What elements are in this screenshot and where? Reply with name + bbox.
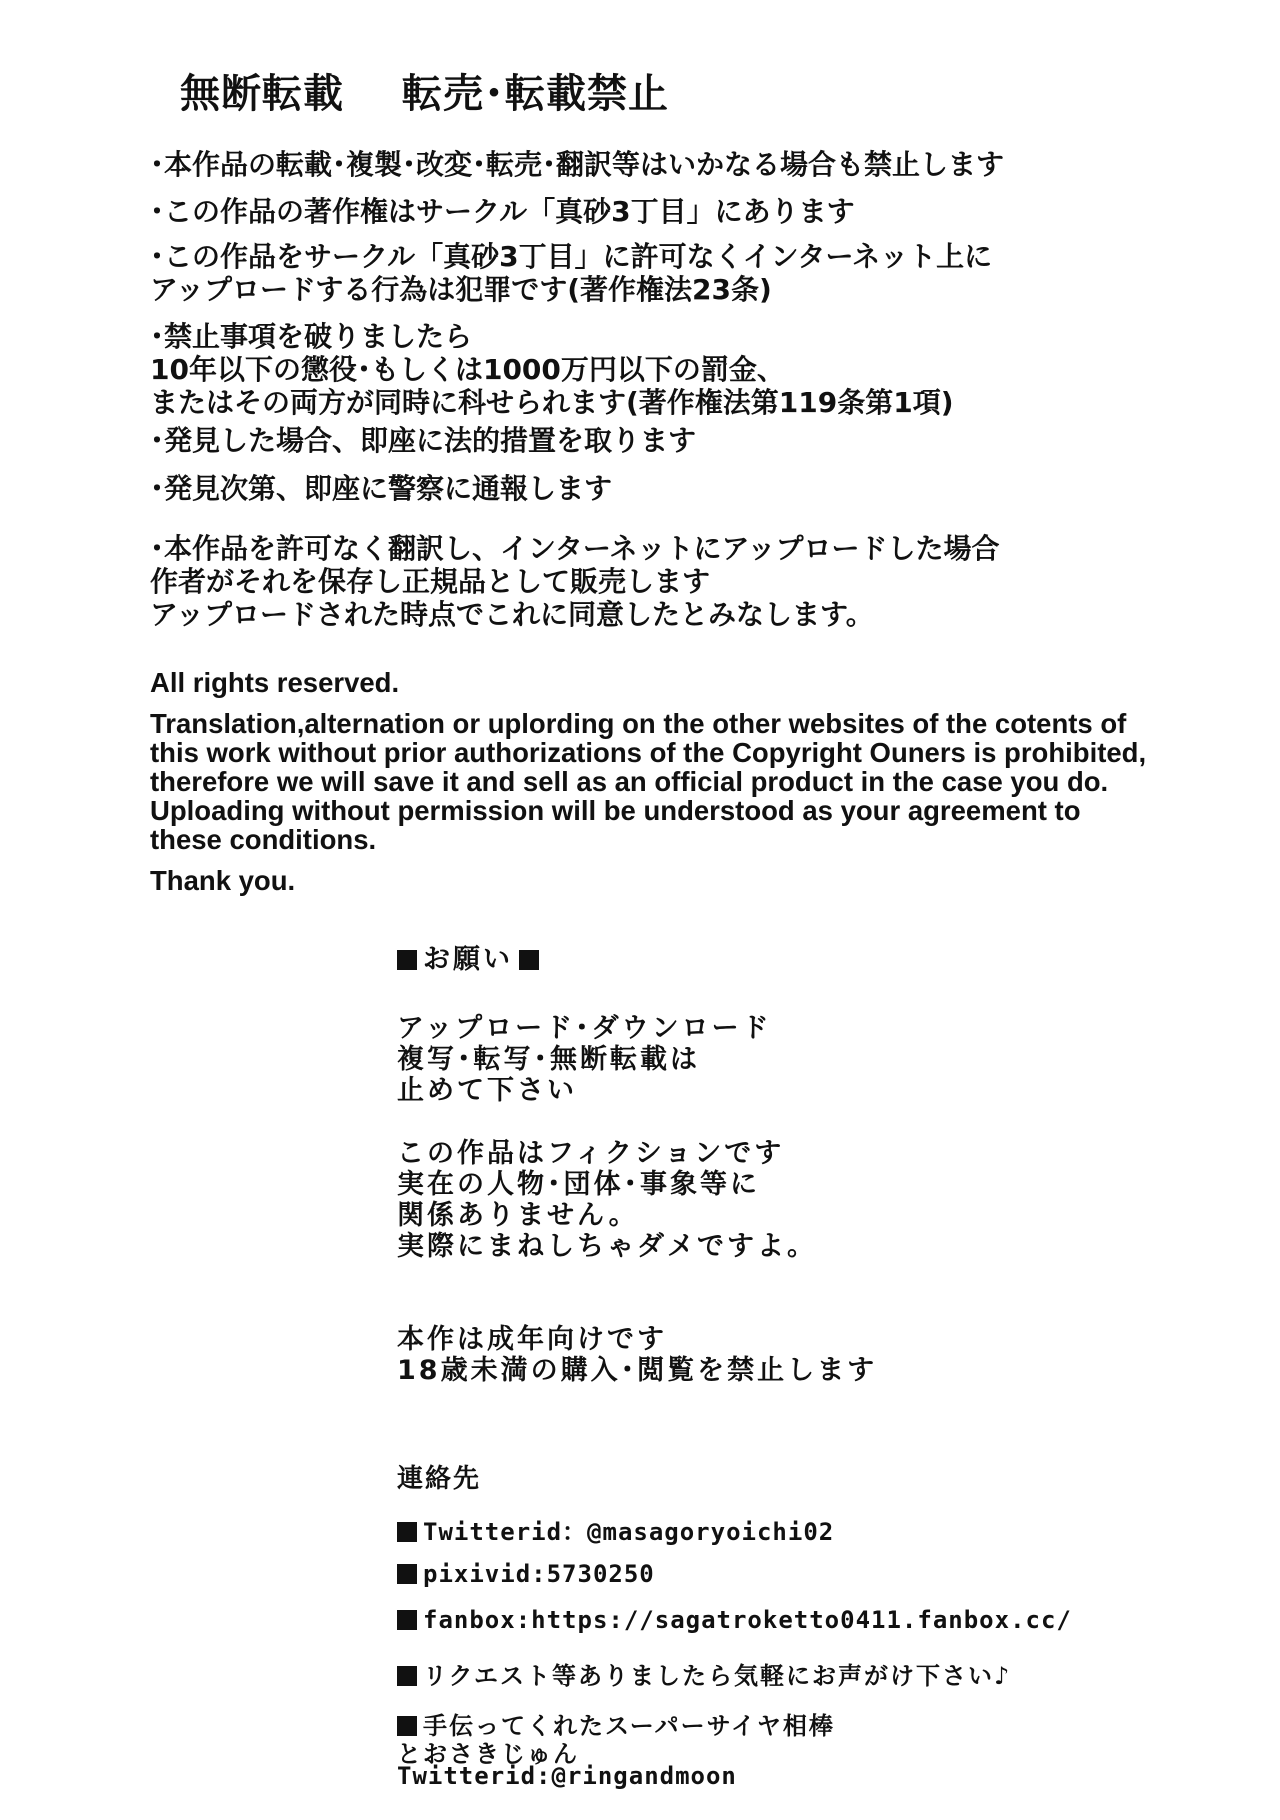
notice-item — [150, 532, 1000, 631]
notice-line: 作者がそれを保存し正規品として販売します — [150, 565, 711, 598]
request-line: 止めて下さい — [397, 1075, 577, 1106]
square-bullet-icon — [519, 950, 539, 970]
request-line: 複写･転写･無断転載は — [397, 1044, 700, 1075]
english-line: Translation,alternation or uplording on the other websites of the cotents of — [150, 708, 1127, 739]
page-title — [180, 62, 669, 119]
title-no-reprint: 無断転載 — [180, 71, 344, 117]
requests-note: リクエスト等ありましたら気軽にお声がけ下さい♪ — [397, 1656, 1011, 1691]
notice-item — [150, 472, 612, 505]
square-bullet-icon — [397, 1564, 417, 1584]
notice-item — [150, 240, 992, 306]
notice-line: ･この作品をサークル「真砂3丁目」に許可なくインターネット上に — [150, 240, 993, 273]
pixiv-contact: pixivid:5730250 — [397, 1560, 655, 1588]
square-bullet-icon — [397, 1522, 417, 1542]
square-bullet-icon — [397, 1666, 417, 1686]
english-notice — [150, 668, 1260, 895]
notice-item — [150, 424, 696, 457]
notice-line: ･発見した場合、即座に法的措置を取ります — [150, 424, 697, 457]
request-line: アップロード･ダウンロード — [397, 1013, 772, 1044]
square-bullet-icon — [397, 1716, 417, 1736]
request-line: この作品はフィクションです — [397, 1138, 785, 1169]
twitter-contact: Twitterid：@masagoryoichi02 — [397, 1512, 834, 1547]
adult-notice-line: 本作は成年向けです — [397, 1324, 667, 1355]
thank-you: Thank you. — [150, 865, 296, 896]
english-line: therefore we will save it and sell as an official product in the case you do. — [150, 766, 1109, 797]
notice-line: ･禁止事項を破りましたら — [150, 320, 473, 353]
square-bullet-icon — [397, 1610, 417, 1630]
notice-item — [150, 320, 954, 419]
title-no-resale: 転売･転載禁止 — [402, 71, 669, 117]
helper-twitter: Twitterid:@ringandmoon — [397, 1762, 737, 1790]
notice-line: アップロードする行為は犯罪です(著作権法23条) — [150, 273, 772, 306]
notice-line: ･発見次第、即座に警察に通報します — [150, 472, 613, 505]
notice-line: アップロードされた時点でこれに同意したとみなします。 — [150, 598, 874, 631]
adult-notice-line: 18歳未満の購入･閲覧を禁止します — [397, 1355, 878, 1386]
english-line: Uploading without permission will be understood as your agreement to — [150, 795, 1081, 826]
english-line: these conditions. — [150, 824, 377, 855]
square-bullet-icon — [397, 950, 417, 970]
notice-item — [150, 195, 855, 228]
notice-line: 10年以下の懲役･もしくは1000万円以下の罰金、 — [150, 353, 785, 386]
request-line: 実在の人物･団体･事象等に — [397, 1169, 760, 1200]
helper-name: とおさきじゅん — [397, 1740, 579, 1768]
english-line: this work without prior authorizations of the Copyright Ouners is prohibited, — [150, 737, 1147, 768]
notice-line: ･本作品の転載･複製･改変･転売･翻訳等はいかなる場合も禁止します — [150, 148, 1005, 181]
request-heading: お願い — [397, 944, 1237, 975]
notice-line: ･本作品を許可なく翻訳し、インターネットにアップロードした場合 — [150, 532, 1000, 565]
request-section — [397, 944, 1237, 1386]
helper-label: 手伝ってくれたスーパーサイヤ相棒 — [397, 1706, 835, 1741]
request-line: 実際にまねしちゃダメですよ。 — [397, 1231, 817, 1262]
notice-line: またはその両方が同時に科せられます(著作権法第119条第1項) — [150, 386, 954, 419]
rights-reserved: All rights reserved. — [150, 667, 400, 698]
notice-line: ･この作品の著作権はサークル「真砂3丁目」にあります — [150, 195, 855, 228]
notice-item — [150, 148, 1004, 181]
contact-heading: 連絡先 — [397, 1464, 482, 1494]
request-line: 関係ありません。 — [397, 1200, 639, 1231]
fanbox-contact: fanbox:https://sagatroketto0411.fanbox.cc/ — [397, 1606, 1072, 1634]
